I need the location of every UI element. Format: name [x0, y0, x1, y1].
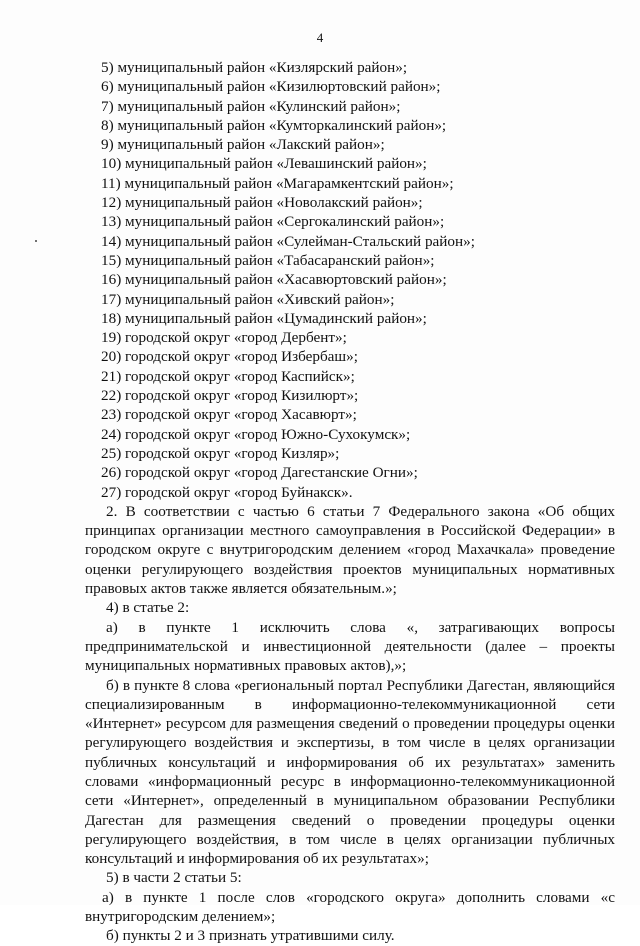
list-item: 13) муниципальный район «Сергокалинский район»; — [101, 213, 445, 231]
list-item: 10) муниципальный район «Левашинский район»; — [101, 155, 427, 173]
list-item: 9) муниципальный район «Лакский район»; — [101, 136, 385, 154]
list-item: 12) муниципальный район «Новолакский район»; — [101, 194, 423, 212]
list-item: 20) городской округ «город Избербаш»; — [101, 348, 358, 366]
list-item: 16) муниципальный район «Хасавюртовский район»; — [101, 271, 447, 289]
paragraph-article-5-heading: 5) в части 2 статьи 5: — [106, 869, 242, 887]
district-list — [0, 58, 640, 502]
list-item: 14) муниципальный район «Сулейман-Стальский район»; — [101, 232, 475, 250]
paragraph-article-2-heading: 4) в статье 2: — [106, 599, 190, 617]
list-item: 7) муниципальный район «Кулинский район»; — [101, 97, 401, 115]
list-item: 24) городской округ «город Южно-Сухокумск»; — [101, 425, 411, 443]
list-item: 26) городской округ «город Дагестанские Огни»; — [101, 464, 418, 482]
paragraph-point-8: б) в пункте 8 слова «региональный портал Республики Дагестан, являющийся специализированным в информационно-телекоммуникационной сети «Интернет» ресурсом для размещения сведений о проведении процедуры оценки регулирующего воздействия и экспертизы, в том числе в целях организации публичных консультаций и информирования об их результатах» заменить словами «информационный ресурс в информационно-телекоммуникационной сети «Интернет», определенный в муниципальном образовании Республики Дагестан для размещения сведений о проведении процедуры оценки регулирующего воздействия, в том числе в целях организации публичных консультаций и информирования об их результатах»; — [85, 676, 615, 868]
paragraph-article-5-point-1: а) в пункте 1 после слов «городского округа» дополнить словами «с внутригородским делением»; — [85, 888, 615, 926]
paragraph-point-1: а) в пункте 1 исключить слова «, затрагивающих вопросы предпринимательской и инвестиционной деятельности (далее – проекты муниципальных нормативных правовых актов),»; — [85, 618, 615, 675]
list-item: 22) городской округ «город Кизилюрт»; — [101, 387, 359, 405]
list-item: 5) муниципальный район «Кизлярский район»; — [101, 59, 408, 76]
document-body — [0, 58, 640, 946]
list-item: 23) городской округ «город Хасавюрт»; — [101, 406, 357, 424]
list-item: 17) муниципальный район «Хивский район»; — [101, 290, 395, 308]
list-item: 6) муниципальный район «Кизилюртовский район»; — [101, 78, 441, 96]
list-item: 8) муниципальный район «Кумторкалинский район»; — [101, 116, 447, 134]
list-item: 21) городской округ «город Каспийск»; — [101, 367, 355, 385]
list-item: 11) муниципальный район «Магарамкентский район»; — [101, 174, 454, 192]
list-item: 25) городской округ «город Кизляр»; — [101, 444, 340, 462]
list-item: 19) городской округ «город Дербент»; — [101, 329, 347, 347]
list-item: 27) городской округ «город Буйнакск». — [101, 483, 353, 501]
paragraph-item-2: 2. В соответствии с частью 6 статьи 7 Федерального закона «Об общих принципах организации местного самоуправления в Российской Федерации» в городском округе с внутригородским делением «город Махачкала» проведение оценки регулирующего воздействия проектов муниципальных нормативных правовых актов также является обязательным.»; — [85, 502, 615, 598]
list-item: 15) муниципальный район «Табасаранский район»; — [101, 251, 435, 269]
list-item: 18) муниципальный район «Цумадинский район»; — [101, 309, 427, 327]
paragraph-article-5-points-2-3: б) пункты 2 и 3 признать утратившими силу. — [106, 927, 395, 945]
page-number: 4 — [316, 30, 324, 45]
